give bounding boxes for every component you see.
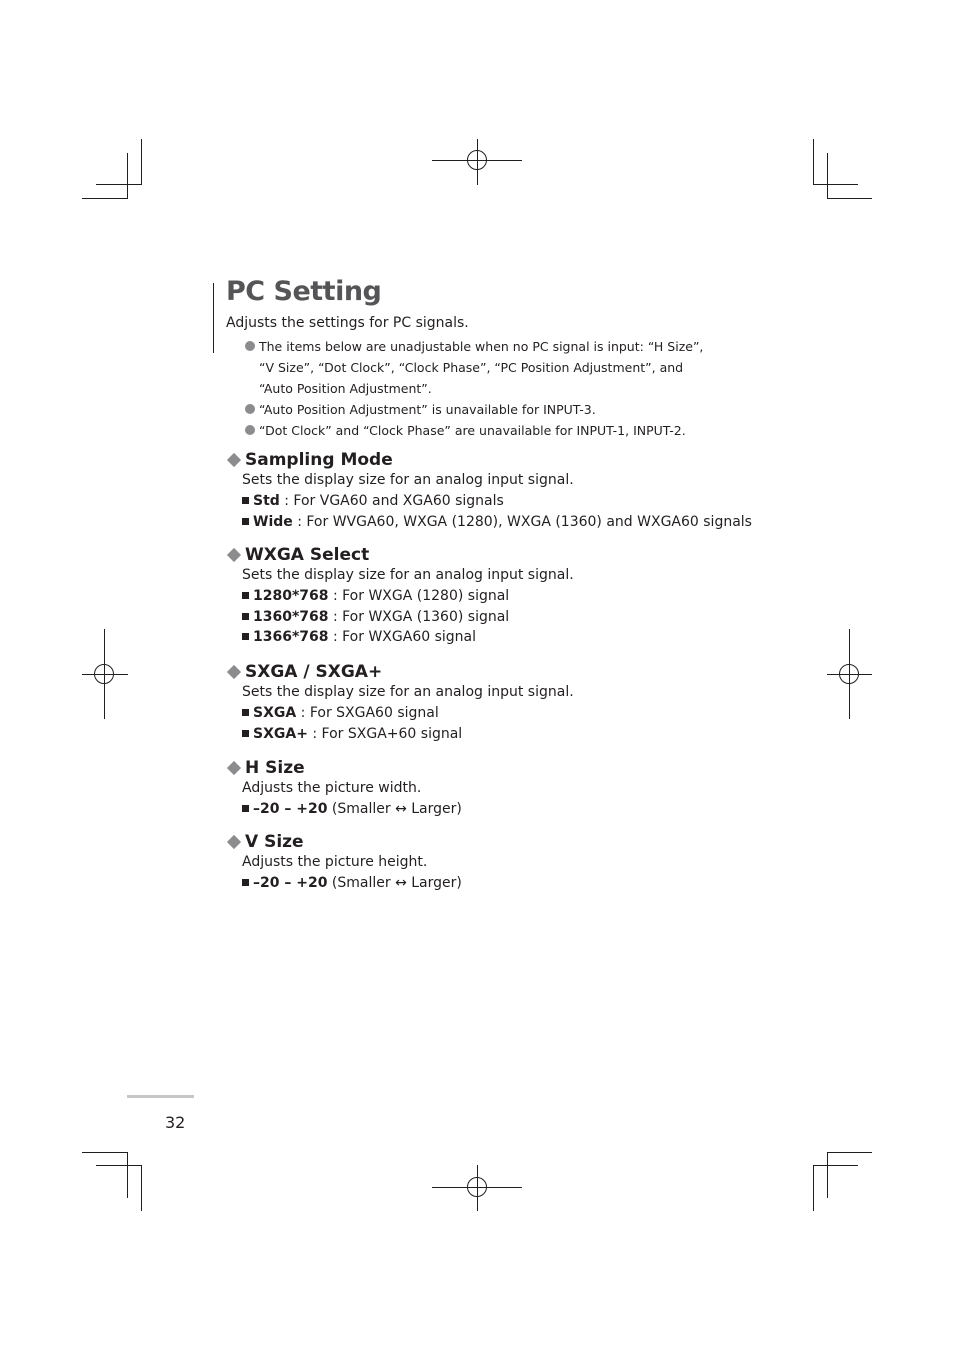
diamond-icon [227, 834, 241, 848]
bullet-dot-icon [245, 341, 255, 351]
section-description: Sets the display size for an analog input signal. [242, 684, 574, 700]
intro-text: Adjusts the settings for PC signals. [226, 315, 469, 331]
diamond-icon [227, 547, 241, 561]
section-heading: V Size [226, 831, 462, 852]
option-item: –20 – +20 (Smaller ↔ Larger) [242, 799, 462, 820]
note-item: “Dot Clock” and “Clock Phase” are unavailable for INPUT-1, INPUT-2. [244, 420, 714, 441]
diamond-icon [227, 664, 241, 678]
option-item: SXGA : For SXGA60 signal [242, 703, 574, 724]
option-item: Wide : For WVGA60, WXGA (1280), WXGA (1360) and WXGA60 signals [242, 512, 752, 533]
note-item: “Auto Position Adjustment” is unavailable for INPUT-3. [244, 399, 714, 420]
square-bullet-icon [242, 879, 249, 886]
section-description: Adjusts the picture width. [242, 780, 422, 796]
square-bullet-icon [242, 730, 249, 737]
diamond-icon [227, 760, 241, 774]
option-item: Std : For VGA60 and XGA60 signals [242, 491, 752, 512]
square-bullet-icon [242, 805, 249, 812]
option-item: 1360*768 : For WXGA (1360) signal [242, 607, 574, 628]
section-heading: WXGA Select [226, 544, 574, 565]
section-h-size [226, 757, 462, 820]
page-number: 32 [165, 1113, 186, 1132]
square-bullet-icon [242, 633, 249, 640]
title-accent-bar [213, 283, 214, 353]
square-bullet-icon [242, 592, 249, 599]
option-item: –20 – +20 (Smaller ↔ Larger) [242, 873, 462, 894]
notes-list [244, 336, 714, 441]
section-heading: Sampling Mode [226, 449, 752, 470]
square-bullet-icon [242, 613, 249, 620]
section-sxga [226, 661, 574, 744]
section-description: Sets the display size for an analog input signal. [242, 472, 574, 488]
footer-rule [127, 1095, 194, 1098]
note-item: The items below are unadjustable when no PC signal is input: “H Size”, “V Size”, “Dot Clock”, “Clock Phase”, “PC Position Adjustment”, and “Auto Position Adjustment”. [244, 336, 714, 399]
section-heading: SXGA / SXGA+ [226, 661, 574, 682]
page-title: PC Setting [226, 276, 382, 307]
section-sampling-mode [226, 449, 752, 532]
diamond-icon [227, 452, 241, 466]
section-heading: H Size [226, 757, 462, 778]
option-item: SXGA+ : For SXGA+60 signal [242, 724, 574, 745]
section-v-size [226, 831, 462, 894]
option-item: 1280*768 : For WXGA (1280) signal [242, 586, 574, 607]
section-wxga-select [226, 544, 574, 648]
bullet-dot-icon [245, 425, 255, 435]
square-bullet-icon [242, 518, 249, 525]
square-bullet-icon [242, 709, 249, 716]
square-bullet-icon [242, 497, 249, 504]
option-item: 1366*768 : For WXGA60 signal [242, 627, 574, 648]
section-description: Sets the display size for an analog input signal. [242, 567, 574, 583]
section-description: Adjusts the picture height. [242, 854, 428, 870]
bullet-dot-icon [245, 404, 255, 414]
